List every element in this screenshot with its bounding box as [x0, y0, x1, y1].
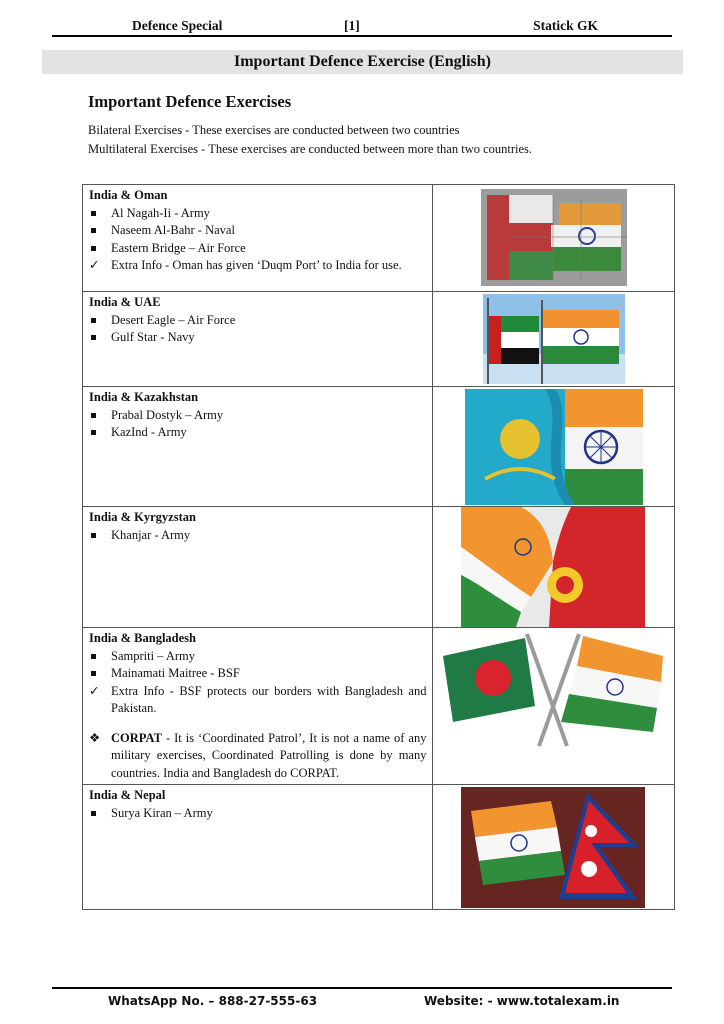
intro-multilateral: Multilateral Exercises - These exercises are conducted between more than two countries.	[88, 142, 533, 156]
exercise-list	[89, 205, 426, 275]
exercise-list	[89, 407, 426, 442]
corpat-note: ❖ CORPAT - It is ‘Coordinated Patrol’, It is not a name of any military exercises, Coordinated Patrolling is done by many countries. India and Bangladesh do CORPAT.	[89, 730, 427, 780]
bangladesh-india-crossed-flags-image	[441, 630, 667, 750]
row-image	[433, 387, 675, 507]
row-text	[83, 185, 433, 292]
row-text	[83, 507, 433, 628]
list-item: Khanjar - Army	[89, 527, 426, 545]
checkmark-icon: ✓	[89, 258, 100, 272]
country-pair: India & Oman	[89, 188, 168, 202]
country-pair: India & Nepal	[89, 788, 166, 802]
website-link: Website: - www.totalexam.in	[424, 994, 620, 1008]
country-pair: India & Bangladesh	[89, 631, 196, 645]
list-item: Gulf Star - Navy	[89, 329, 426, 347]
list-item: Prabal Dostyk – Army	[89, 407, 426, 425]
country-pair: India & UAE	[89, 295, 161, 309]
oman-india-puzzle-flag-image	[481, 189, 627, 286]
list-item: Eastern Bridge – Air Force	[89, 240, 426, 258]
section-title: Important Defence Exercises	[88, 92, 292, 111]
exercise-list	[89, 648, 426, 718]
table-row	[83, 785, 675, 910]
list-item: Surya Kiran – Army	[89, 805, 426, 823]
table-row	[83, 185, 675, 292]
list-item: Desert Eagle – Air Force	[89, 312, 426, 330]
country-pair: India & Kazakhstan	[89, 390, 199, 404]
exercise-list	[89, 527, 426, 545]
page-number: [1]	[344, 18, 360, 33]
row-image	[433, 628, 675, 785]
table-row	[83, 292, 675, 387]
row-image	[433, 185, 675, 292]
exercise-list	[89, 805, 426, 823]
header-left: Defence Special	[132, 18, 223, 33]
document-title: Important Defence Exercise (English)	[42, 50, 683, 74]
table-row	[83, 387, 675, 507]
kazakhstan-india-flags-image	[465, 389, 643, 505]
row-text	[83, 785, 433, 910]
list-item: KazInd - Army	[89, 424, 426, 442]
list-item: Mainamati Maitree - BSF	[89, 665, 426, 683]
whatsapp-number: WhatsApp No. – 888-27-555-63	[108, 994, 318, 1008]
list-item: Sampriti – Army	[89, 648, 426, 666]
table-row	[83, 507, 675, 628]
uae-india-flags-image	[483, 294, 625, 384]
checkmark-icon: ✓	[89, 683, 100, 698]
diamond-bullet-icon: ❖	[89, 730, 101, 745]
india-nepal-flags-image	[461, 787, 645, 908]
corpat-label: CORPAT	[111, 730, 162, 745]
row-text	[83, 292, 433, 387]
page-header	[52, 17, 672, 37]
exercise-table	[82, 184, 675, 910]
exercise-list	[89, 312, 426, 347]
page-footer	[52, 987, 672, 1008]
row-text	[83, 628, 433, 785]
extra-info: ✓ Extra Info - Oman has given ‘Duqm Port’ to India for use.	[89, 257, 426, 275]
list-item: Naseem Al-Bahr - Naval	[89, 222, 426, 240]
row-image	[433, 785, 675, 910]
country-pair: India & Kyrgyzstan	[89, 510, 196, 524]
list-item: Al Nagah-Ii - Army	[89, 205, 426, 223]
row-image	[433, 507, 675, 628]
intro-bilateral: Bilateral Exercises - These exercises are conducted between two countries	[88, 123, 460, 137]
row-text	[83, 387, 433, 507]
india-kyrgyzstan-handshake-image	[461, 507, 645, 627]
header-right: Statick GK	[533, 18, 598, 33]
extra-info: ✓ Extra Info - BSF protects our borders with Bangladesh and Pakistan.	[89, 683, 427, 715]
row-image	[433, 292, 675, 387]
table-row	[83, 628, 675, 785]
